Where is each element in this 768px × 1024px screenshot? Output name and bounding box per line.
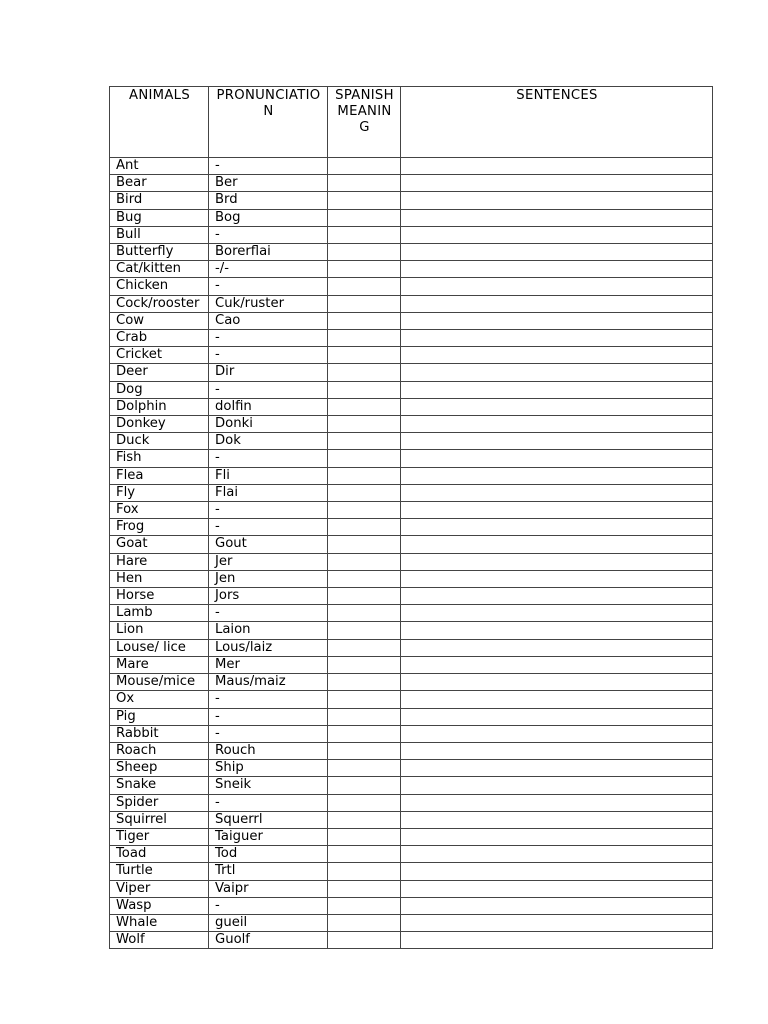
spanish-meaning-cell <box>328 209 401 226</box>
spanish-meaning-cell <box>328 312 401 329</box>
animal-cell: Fly <box>110 484 209 501</box>
sentence-cell <box>401 760 713 777</box>
table-row <box>110 226 713 243</box>
pronunciation-cell: Dok <box>209 433 328 450</box>
animal-cell: Cricket <box>110 347 209 364</box>
animal-cell: Mare <box>110 656 209 673</box>
header-pronunciation: PRONUNCIATION <box>209 87 328 158</box>
pronunciation-cell: - <box>209 278 328 295</box>
pronunciation-cell: Jer <box>209 553 328 570</box>
table-row <box>110 553 713 570</box>
spanish-meaning-cell <box>328 450 401 467</box>
table-row <box>110 708 713 725</box>
spanish-meaning-cell <box>328 244 401 261</box>
spanish-meaning-cell <box>328 381 401 398</box>
animal-cell: Lion <box>110 622 209 639</box>
pronunciation-cell: Bog <box>209 209 328 226</box>
sentence-cell <box>401 502 713 519</box>
pronunciation-cell: - <box>209 725 328 742</box>
sentence-cell <box>401 209 713 226</box>
pronunciation-cell: Dir <box>209 364 328 381</box>
spanish-meaning-cell <box>328 777 401 794</box>
pronunciation-cell: Borerflai <box>209 244 328 261</box>
animal-cell: Flea <box>110 467 209 484</box>
spanish-meaning-cell <box>328 846 401 863</box>
table-row <box>110 846 713 863</box>
animal-cell: Sheep <box>110 760 209 777</box>
sentence-cell <box>401 691 713 708</box>
spanish-meaning-cell <box>328 158 401 175</box>
pronunciation-cell: Guolf <box>209 932 328 949</box>
sentence-cell <box>401 656 713 673</box>
pronunciation-cell: Brd <box>209 192 328 209</box>
pronunciation-cell: Squerrl <box>209 811 328 828</box>
spanish-meaning-cell <box>328 484 401 501</box>
pronunciation-cell: Ber <box>209 175 328 192</box>
sentence-cell <box>401 880 713 897</box>
spanish-meaning-cell <box>328 278 401 295</box>
table-row <box>110 897 713 914</box>
sentence-cell <box>401 312 713 329</box>
table-row <box>110 433 713 450</box>
sentence-cell <box>401 433 713 450</box>
sentence-cell <box>401 708 713 725</box>
table-row <box>110 209 713 226</box>
sentence-cell <box>401 777 713 794</box>
pronunciation-cell: - <box>209 158 328 175</box>
spanish-meaning-cell <box>328 226 401 243</box>
spanish-meaning-cell <box>328 932 401 949</box>
header-sentences: SENTENCES <box>401 87 713 158</box>
table-row <box>110 536 713 553</box>
pronunciation-cell: Trtl <box>209 863 328 880</box>
pronunciation-cell: Tod <box>209 846 328 863</box>
table-row <box>110 880 713 897</box>
table-row <box>110 330 713 347</box>
sentence-cell <box>401 519 713 536</box>
animal-cell: Mouse/mice <box>110 674 209 691</box>
animal-cell: Snake <box>110 777 209 794</box>
header-spanish-meaning: SPANISH MEANING <box>328 87 401 158</box>
animal-cell: Dog <box>110 381 209 398</box>
animal-cell: Cat/kitten <box>110 261 209 278</box>
pronunciation-cell: - <box>209 502 328 519</box>
sentence-cell <box>401 674 713 691</box>
table-row <box>110 605 713 622</box>
pronunciation-cell: Gout <box>209 536 328 553</box>
animal-cell: Donkey <box>110 416 209 433</box>
spanish-meaning-cell <box>328 502 401 519</box>
animal-cell: Viper <box>110 880 209 897</box>
animal-cell: Roach <box>110 742 209 759</box>
sentence-cell <box>401 278 713 295</box>
sentence-cell <box>401 639 713 656</box>
animal-cell: Turtle <box>110 863 209 880</box>
spanish-meaning-cell <box>328 416 401 433</box>
animal-cell: Cock/rooster <box>110 295 209 312</box>
animal-cell: Duck <box>110 433 209 450</box>
sentence-cell <box>401 467 713 484</box>
sentence-cell <box>401 588 713 605</box>
table-row <box>110 278 713 295</box>
sentence-cell <box>401 553 713 570</box>
sentence-cell <box>401 450 713 467</box>
spanish-meaning-cell <box>328 536 401 553</box>
animal-cell: Lamb <box>110 605 209 622</box>
sentence-cell <box>401 932 713 949</box>
table-row <box>110 588 713 605</box>
sentence-cell <box>401 330 713 347</box>
table-row <box>110 742 713 759</box>
spanish-meaning-cell <box>328 691 401 708</box>
spanish-meaning-cell <box>328 553 401 570</box>
sentence-cell <box>401 158 713 175</box>
spanish-meaning-cell <box>328 347 401 364</box>
sentence-cell <box>401 605 713 622</box>
animal-cell: Fox <box>110 502 209 519</box>
animal-cell: Goat <box>110 536 209 553</box>
animal-cell: Ant <box>110 158 209 175</box>
sentence-cell <box>401 295 713 312</box>
animal-cell: Wolf <box>110 932 209 949</box>
spanish-meaning-cell <box>328 811 401 828</box>
spanish-meaning-cell <box>328 760 401 777</box>
spanish-meaning-cell <box>328 261 401 278</box>
pronunciation-cell: Maus/maiz <box>209 674 328 691</box>
spanish-meaning-cell <box>328 794 401 811</box>
pronunciation-cell: Cuk/ruster <box>209 295 328 312</box>
sentence-cell <box>401 175 713 192</box>
spanish-meaning-cell <box>328 192 401 209</box>
spanish-meaning-cell <box>328 519 401 536</box>
table-row <box>110 381 713 398</box>
table-row <box>110 914 713 931</box>
spanish-meaning-cell <box>328 639 401 656</box>
sentence-cell <box>401 244 713 261</box>
sentence-cell <box>401 364 713 381</box>
pronunciation-cell: - <box>209 691 328 708</box>
animal-cell: Cow <box>110 312 209 329</box>
pronunciation-cell: - <box>209 794 328 811</box>
table-row <box>110 570 713 587</box>
spanish-meaning-cell <box>328 588 401 605</box>
sentence-cell <box>401 261 713 278</box>
table-row <box>110 639 713 656</box>
animal-cell: Louse/ lice <box>110 639 209 656</box>
header-animals: ANIMALS <box>110 87 209 158</box>
pronunciation-cell: Fli <box>209 467 328 484</box>
table-row <box>110 622 713 639</box>
pronunciation-cell: Laion <box>209 622 328 639</box>
pronunciation-cell: dolfin <box>209 398 328 415</box>
animal-vocabulary-table <box>109 86 713 949</box>
pronunciation-cell: - <box>209 450 328 467</box>
pronunciation-cell: Jen <box>209 570 328 587</box>
table-row <box>110 811 713 828</box>
table-row <box>110 398 713 415</box>
spanish-meaning-cell <box>328 364 401 381</box>
table-row <box>110 794 713 811</box>
table-row <box>110 932 713 949</box>
spanish-meaning-cell <box>328 398 401 415</box>
pronunciation-cell: - <box>209 519 328 536</box>
sentence-cell <box>401 347 713 364</box>
pronunciation-cell: - <box>209 381 328 398</box>
animal-cell: Dolphin <box>110 398 209 415</box>
sentence-cell <box>401 828 713 845</box>
pronunciation-cell: Cao <box>209 312 328 329</box>
animal-cell: Bug <box>110 209 209 226</box>
animal-cell: Fish <box>110 450 209 467</box>
sentence-cell <box>401 536 713 553</box>
animal-cell: Bird <box>110 192 209 209</box>
sentence-cell <box>401 725 713 742</box>
sentence-cell <box>401 846 713 863</box>
table-body <box>110 158 713 949</box>
spanish-meaning-cell <box>328 433 401 450</box>
spanish-meaning-cell <box>328 828 401 845</box>
table-row <box>110 828 713 845</box>
animal-cell: Chicken <box>110 278 209 295</box>
table-row <box>110 502 713 519</box>
table-row <box>110 450 713 467</box>
sentence-cell <box>401 742 713 759</box>
animal-cell: Bull <box>110 226 209 243</box>
spanish-meaning-cell <box>328 674 401 691</box>
table-row <box>110 312 713 329</box>
table-row <box>110 519 713 536</box>
table-row <box>110 863 713 880</box>
sentence-cell <box>401 914 713 931</box>
pronunciation-cell: - <box>209 708 328 725</box>
spanish-meaning-cell <box>328 467 401 484</box>
table-row <box>110 347 713 364</box>
pronunciation-cell: - <box>209 347 328 364</box>
table-row <box>110 674 713 691</box>
table-row <box>110 158 713 175</box>
sentence-cell <box>401 794 713 811</box>
spanish-meaning-cell <box>328 725 401 742</box>
animal-cell: Ox <box>110 691 209 708</box>
spanish-meaning-cell <box>328 897 401 914</box>
sentence-cell <box>401 226 713 243</box>
sentence-cell <box>401 484 713 501</box>
pronunciation-cell: Rouch <box>209 742 328 759</box>
sentence-cell <box>401 622 713 639</box>
animal-cell: Hen <box>110 570 209 587</box>
sentence-cell <box>401 897 713 914</box>
table-row <box>110 725 713 742</box>
pronunciation-cell: - <box>209 897 328 914</box>
pronunciation-cell: Mer <box>209 656 328 673</box>
spanish-meaning-cell <box>328 570 401 587</box>
animal-cell: Spider <box>110 794 209 811</box>
animal-cell: Bear <box>110 175 209 192</box>
spanish-meaning-cell <box>328 175 401 192</box>
pronunciation-cell: - <box>209 605 328 622</box>
table-row <box>110 416 713 433</box>
table-header-row <box>110 87 713 158</box>
animal-cell: Pig <box>110 708 209 725</box>
table-row <box>110 261 713 278</box>
table-row <box>110 364 713 381</box>
pronunciation-cell: Lous/laiz <box>209 639 328 656</box>
animal-cell: Crab <box>110 330 209 347</box>
animal-cell: Frog <box>110 519 209 536</box>
spanish-meaning-cell <box>328 622 401 639</box>
animal-cell: Rabbit <box>110 725 209 742</box>
pronunciation-cell: Sneik <box>209 777 328 794</box>
animal-cell: Deer <box>110 364 209 381</box>
animal-cell: Squirrel <box>110 811 209 828</box>
spanish-meaning-cell <box>328 863 401 880</box>
table-row <box>110 656 713 673</box>
sentence-cell <box>401 416 713 433</box>
table-row <box>110 777 713 794</box>
animal-cell: Whale <box>110 914 209 931</box>
sentence-cell <box>401 381 713 398</box>
spanish-meaning-cell <box>328 880 401 897</box>
animal-cell: Tiger <box>110 828 209 845</box>
pronunciation-cell: - <box>209 226 328 243</box>
table-row <box>110 244 713 261</box>
table-row <box>110 467 713 484</box>
sentence-cell <box>401 398 713 415</box>
pronunciation-cell: - <box>209 330 328 347</box>
sentence-cell <box>401 570 713 587</box>
pronunciation-cell: Ship <box>209 760 328 777</box>
animal-cell: Wasp <box>110 897 209 914</box>
pronunciation-cell: Donki <box>209 416 328 433</box>
spanish-meaning-cell <box>328 295 401 312</box>
table-row <box>110 691 713 708</box>
table-row <box>110 192 713 209</box>
pronunciation-cell: Taiguer <box>209 828 328 845</box>
table-row <box>110 175 713 192</box>
spanish-meaning-cell <box>328 742 401 759</box>
pronunciation-cell: -/- <box>209 261 328 278</box>
pronunciation-cell: Jors <box>209 588 328 605</box>
sentence-cell <box>401 811 713 828</box>
animal-cell: Toad <box>110 846 209 863</box>
pronunciation-cell: gueil <box>209 914 328 931</box>
animal-cell: Hare <box>110 553 209 570</box>
table-row <box>110 295 713 312</box>
pronunciation-cell: Vaipr <box>209 880 328 897</box>
sentence-cell <box>401 863 713 880</box>
spanish-meaning-cell <box>328 605 401 622</box>
animal-cell: Horse <box>110 588 209 605</box>
sentence-cell <box>401 192 713 209</box>
spanish-meaning-cell <box>328 656 401 673</box>
table-row <box>110 760 713 777</box>
animal-cell: Butterfly <box>110 244 209 261</box>
pronunciation-cell: Flai <box>209 484 328 501</box>
spanish-meaning-cell <box>328 914 401 931</box>
spanish-meaning-cell <box>328 330 401 347</box>
spanish-meaning-cell <box>328 708 401 725</box>
table-row <box>110 484 713 501</box>
